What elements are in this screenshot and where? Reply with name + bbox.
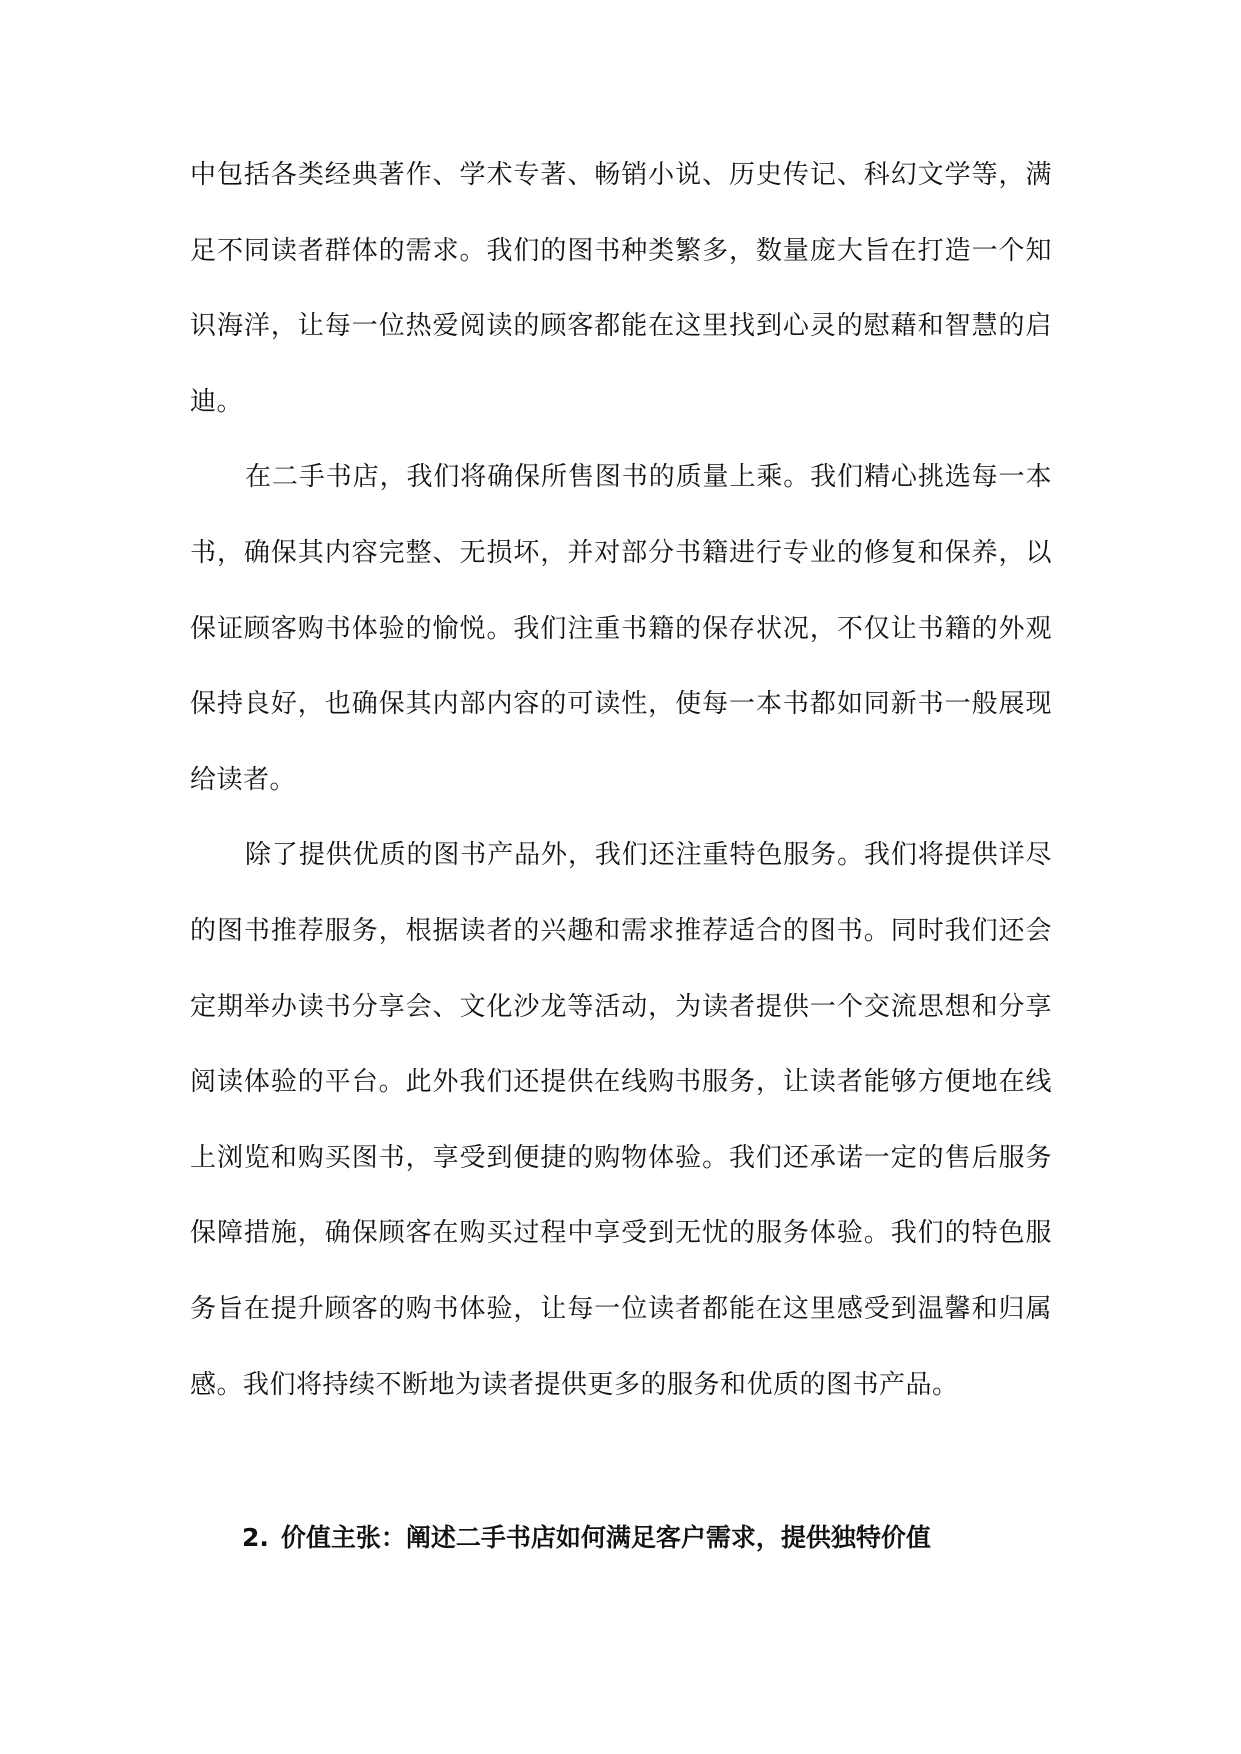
section-heading-number: 2. (242, 1523, 269, 1552)
section-heading (242, 1500, 1052, 1575)
paragraph-quality: 在二手书店，我们将确保所售图书的质量上乘。我们精心挑选每一本书，确保其内容完整、无损坏，并对部分书籍进行专业的修复和保养，以保证顾客购书体验的愉悦。我们注重书籍的保存状况，不仅让书籍的外观保持良好，也确保其内部内容的可读性，使每一本书都如同新书一般展现给读者。 (190, 462, 1052, 795)
paragraph-collection-intro: 中包括各类经典著作、学术专著、畅销小说、历史传记、科幻文学等，满足不同读者群体的需求。我们的图书种类繁多，数量庞大旨在打造一个知识海洋，让每一位热爱阅读的顾客都能在这里找到心灵的慰藉和智慧的启迪。 (190, 160, 1052, 417)
section-heading-text: 价值主张：阐述二手书店如何满足客户需求，提供独特价值 (280, 1523, 931, 1552)
document-body (190, 138, 1052, 1423)
paragraph-services: 除了提供优质的图书产品外，我们还注重特色服务。我们将提供详尽的图书推荐服务，根据读者的兴趣和需求推荐适合的图书。同时我们还会定期举办读书分享会、文化沙龙等活动，为读者提供一个交流思想和分享阅读体验的平台。此外我们还提供在线购书服务，让读者能够方便地在线上浏览和购买图书，享受到便捷的购物体验。我们还承诺一定的售后服务保障措施，确保顾客在购买过程中享受到无忧的服务体验。我们的特色服务旨在提升顾客的购书体验，让每一位读者都能在这里感受到温馨和归属感。我们将持续不断地为读者提供更多的服务和优质的图书产品。 (190, 840, 1052, 1400)
